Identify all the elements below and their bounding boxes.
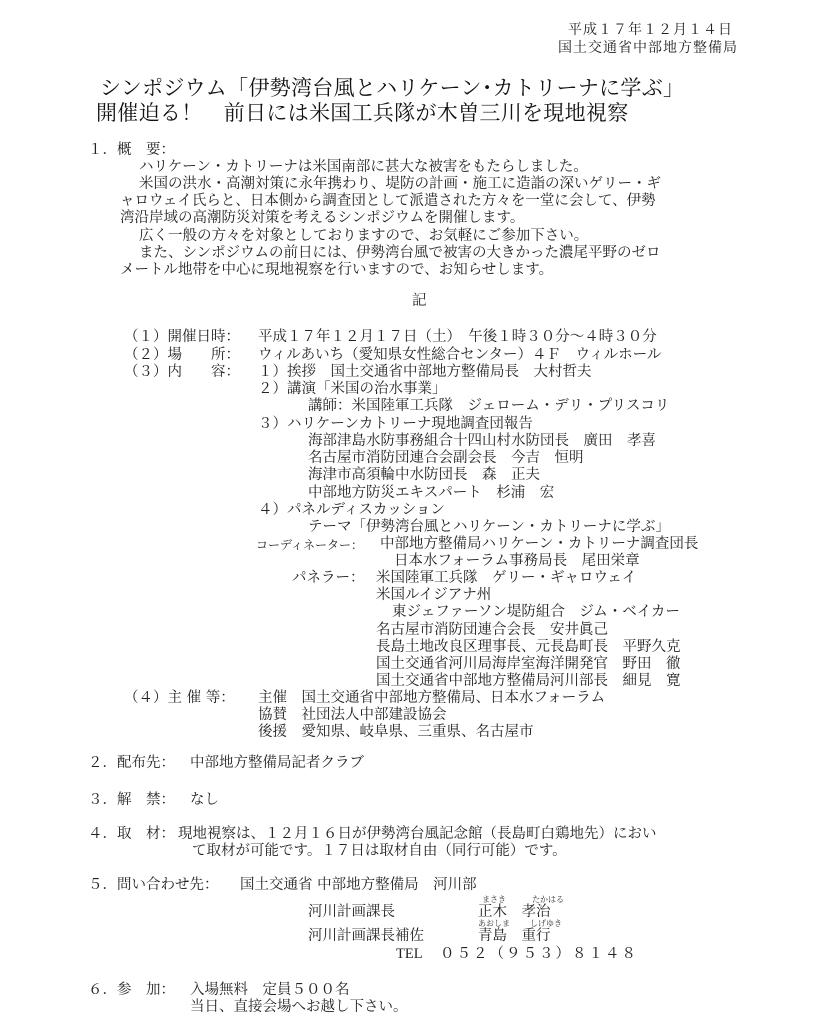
- panelist-line: 長島土地改良区理事長、元長島町長 平野久克: [376, 639, 681, 655]
- venue-value: ウィルあいち（愛知県女性総合センター）４Ｆ ウィルホール: [258, 347, 662, 363]
- embargo-label: ３．解 禁：: [88, 792, 175, 808]
- coordinator-label: コーディネーター：: [256, 538, 364, 552]
- participation-line: 入場無料 定員５００名: [190, 982, 350, 998]
- ruby-reading: あおしま: [478, 919, 510, 928]
- participation-line: 当日、直接会場へお越し下さい。: [190, 999, 408, 1015]
- panelist-line: 名古屋市消防団連合会長 安井眞己: [376, 622, 608, 638]
- distribution-value: 中部地方整備局記者クラブ: [190, 755, 364, 771]
- contact-title: 河川計画課長: [308, 904, 395, 920]
- program-item: テーマ「伊勢湾台風とハリケーン・カトリーナに学ぶ」: [308, 519, 670, 535]
- ruby-reading: まさき: [482, 895, 506, 904]
- venue-label: （２）場 所：: [124, 347, 240, 363]
- overview-line: メートル地帯を中心に現地視察を行いますので、お知らせします。: [120, 262, 554, 278]
- overview-line: 広く一般の方々を対象としておりますので、お気軽にご参加下さい。: [139, 228, 589, 244]
- datetime-value: 平成１７年１２月１７日（土） 午後１時３０分～４時３０分: [258, 329, 657, 345]
- program-item: 海部津島水防事務組合十四山村水防団長 廣田 孝喜: [308, 433, 656, 449]
- organizer-line: 協賛 社団法人中部建設協会: [258, 707, 447, 723]
- ki-mark: 記: [412, 293, 427, 309]
- program-item: ４）パネルディスカッション: [258, 502, 445, 518]
- contact-name: 青島 重行: [478, 928, 551, 944]
- page-title-line2: 開催迫る！ 前日には米国工兵隊が木曽三川を現地視察: [96, 101, 629, 125]
- distribution-label: ２．配布先：: [88, 755, 175, 771]
- program-item: 中部地方防災エキスパート 杉浦 宏: [308, 485, 555, 501]
- coverage-line: て取材が可能です。１７日は取材自由（同行可能）です。: [192, 843, 567, 859]
- coordinator-line: 中部地方整備局ハリケーン・カトリーナ調査団長: [380, 536, 699, 552]
- overview-line: ハリケーン・カトリーナは米国南部に甚大な被害をもたらしました。: [139, 159, 588, 175]
- overview-line: 米国の洪水・高潮対策に永年携わり、堤防の計画・施工に造詣の深いゲリー・ギ: [139, 176, 661, 192]
- participation-label: ６．参 加：: [88, 982, 175, 998]
- coverage-line: 現地視察は、１２月１６日が伊勢湾台風記念館（長島町白鶏地先）におい: [178, 826, 657, 842]
- datetime-label: （１）開催日時：: [124, 329, 240, 345]
- ruby-reading: しげゆき: [530, 919, 562, 928]
- program-item: １）挨拶 国土交通省中部地方整備局長 大村哲夫: [258, 364, 592, 380]
- tel-number: ０５２（９５３）８１４８: [440, 946, 638, 962]
- program-item: 海津市高須輪中水防団長 森 正夫: [308, 467, 540, 483]
- panelist-line: 米国陸軍工兵隊 ゲリー・ギャロウェイ: [376, 570, 637, 586]
- release-date: 平成１７年１２月１４日: [568, 22, 733, 38]
- contact-title: 河川計画課長補佐: [308, 928, 424, 944]
- panelist-line: 東ジェファーソン堤防組合 ジム・ベイカー: [392, 604, 680, 620]
- content-label: （３）内 容：: [124, 364, 240, 380]
- overview-heading: １．概 要：: [88, 142, 175, 158]
- tel-label: TEL: [396, 946, 423, 962]
- program-item: 講師：米国陸軍工兵隊 ジェローム・デリ・プリスコリ: [308, 398, 670, 414]
- coverage-label: ４．取 材：: [88, 826, 175, 842]
- organizer-line: 後援 愛知県、岐阜県、三重県、名古屋市: [258, 724, 534, 740]
- overview-line: ャロウェイ氏らと、日本側から調査団として派遣された方々を一堂に会して、伊勢: [120, 193, 656, 209]
- program-item: ３）ハリケーンカトリーナ現地調査団報告: [258, 416, 533, 432]
- embargo-value: なし: [190, 792, 219, 808]
- ruby-reading: たかはる: [532, 895, 564, 904]
- issuer: 国土交通省中部地方整備局: [558, 40, 738, 56]
- panelist-line: 米国ルイジアナ州: [376, 587, 492, 603]
- panel-label: パネラー：: [292, 570, 365, 586]
- overview-line: また、シンポジウムの前日には、伊勢湾台風で被害の大きかった濃尾平野のゼロ: [139, 245, 661, 261]
- panelist-line: 国土交通省中部地方整備局河川部長 細見 寛: [376, 673, 681, 689]
- organizers-label: （４）主 催 等：: [124, 690, 235, 706]
- program-item: ２）講演「米国の治水事業」: [258, 381, 447, 397]
- contact-org: 国土交通省 中部地方整備局 河川部: [240, 877, 477, 893]
- coordinator-line: 日本水フォーラム事務局長 尾田栄章: [394, 553, 640, 569]
- panelist-line: 国土交通省河川局海岸室海洋開発官 野田 徹: [376, 656, 681, 672]
- overview-line: 湾沿岸域の高潮防災対策を考えるシンポジウムを開催します。: [120, 210, 525, 226]
- organizer-line: 主催 国土交通省中部地方整備局、日本水フォーラム: [258, 690, 606, 706]
- contact-label: ５．問い合わせ先：: [88, 877, 219, 893]
- contact-name: 正木 孝治: [478, 904, 551, 920]
- page-title-line1: シンポジウム「伊勢湾台風とハリケーン･カトリーナに学ぶ」: [100, 76, 685, 100]
- program-item: 名古屋市消防団連合会副会長 今吉 恒明: [308, 450, 584, 466]
